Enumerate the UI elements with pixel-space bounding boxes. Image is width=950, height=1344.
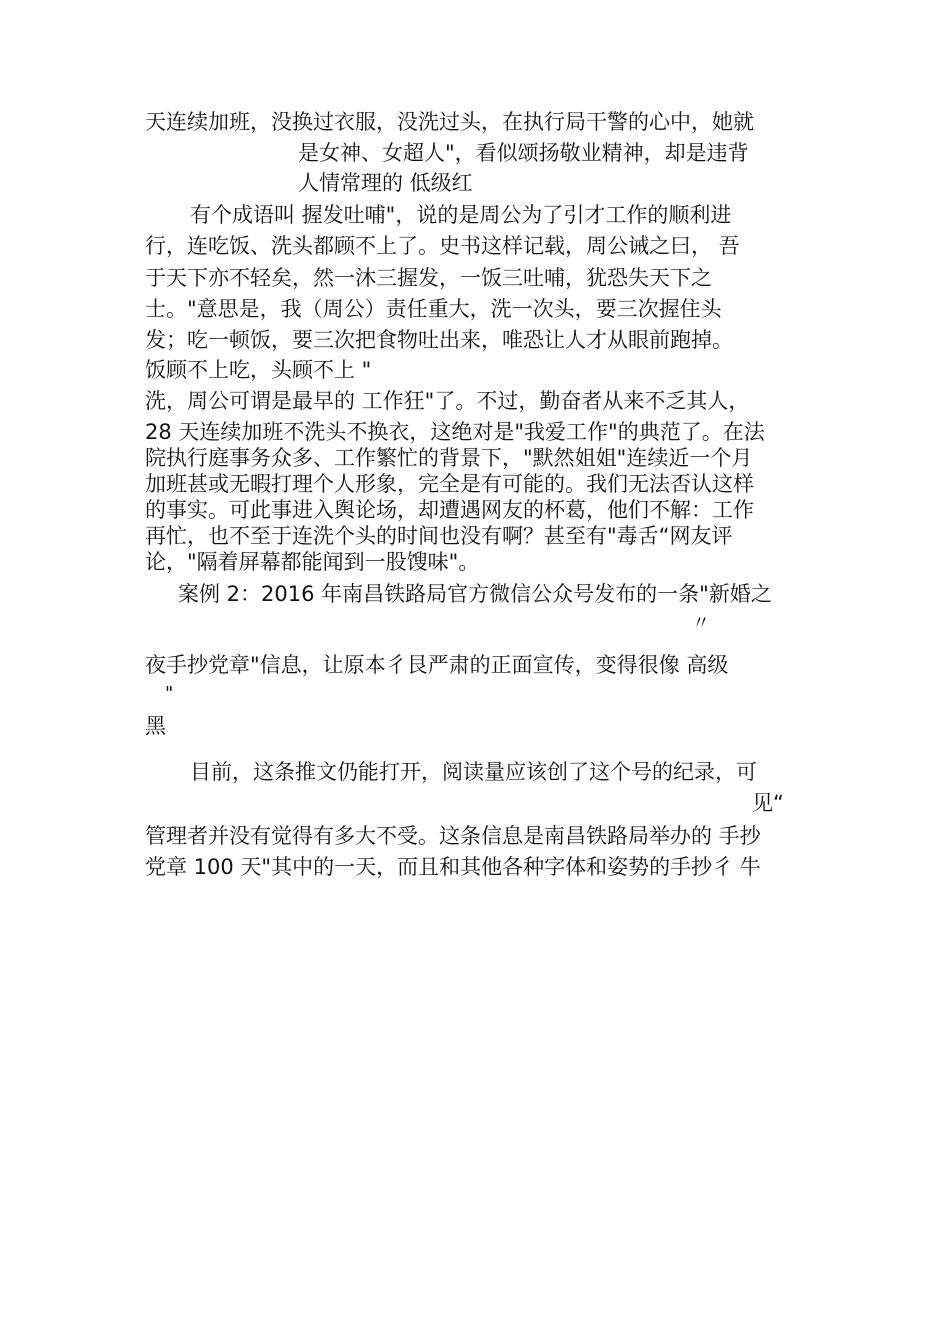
text-line: 于天下亦不轻矣，然一沐三握发，一饭三吐哺，犹恐失天下之 (145, 266, 712, 290)
text-line: 再忙，也不至于连洗个头的时间也没有啊？甚至有"毒舌“网友评 (145, 524, 733, 548)
text-line: 院执行庭事务众多、工作繁忙的背景下，"默然姐姐"连续近一个月 (145, 446, 753, 470)
stray-mark: 〃 (692, 613, 710, 634)
text-line: 论，"隔着屏幕都能闻到一股馊味"。 (145, 550, 480, 574)
text-line: 饭顾不上吃，头顾不上 " (145, 358, 372, 382)
text-line: 案例 2：2016 年南昌铁路局官方微信公众号发布的一条"新婚之 (178, 582, 772, 606)
text-line: 天连续加班，没换过衣服，没洗过头，在执行局干警的心中，她就 (145, 110, 754, 134)
text-line: 党章 100 天"其中的一天，而且和其他各种字体和姿势的手抄彳 牛 (145, 855, 761, 879)
text-line: 夜手抄党章"信息，让原本彳艮严肃的正面宣传，变得很像 高级 (145, 653, 729, 677)
text-line: 是女神、女超人"，看似颂扬敬业精神，却是违背 (298, 141, 749, 165)
text-line: 洗，周公可谓是最早的 工作狂"了。不过，勤奋者从来不乏其人， (145, 389, 750, 413)
text-line: 见“ (752, 791, 784, 815)
stray-mark: " (165, 683, 174, 704)
text-line: 28 天连续加班不洗头不换衣，这绝对是"我爱工作"的典范了。在法 (145, 420, 765, 444)
text-line: 士。"意思是，我（周公）责任重大，洗一次头，要三次握住头 (145, 297, 722, 321)
text-line: 目前，这条推文仍能打开，阅读量应该创了这个号的纪录，可 (190, 760, 757, 784)
text-line: 发；吃一顿饭，要三次把食物吐出来，唯恐让人才从眼前跑掉。 (145, 328, 733, 352)
text-line: 的事实。可此事进入舆论场，却遭遇网友的杯葛，他们不解：工作 (145, 498, 754, 522)
text-line: 行，连吃饭、洗头都顾不上了。史书这样记载，周公诫之曰， 吾 (145, 234, 740, 258)
text-line: 人情常理的 低级红 (298, 171, 473, 195)
text-line: 加班甚或无暇打理个人形象，完全是有可能的。我们无法否认这样 (145, 472, 754, 496)
text-line: 有个成语叫 握发吐哺"，说的是周公为了引才工作的顺利进 (190, 203, 732, 227)
text-line: 管理者并没有觉得有多大不受。这条信息是南昌铁路局举办的 手抄 (145, 824, 761, 848)
text-line: 黑 (145, 714, 166, 738)
